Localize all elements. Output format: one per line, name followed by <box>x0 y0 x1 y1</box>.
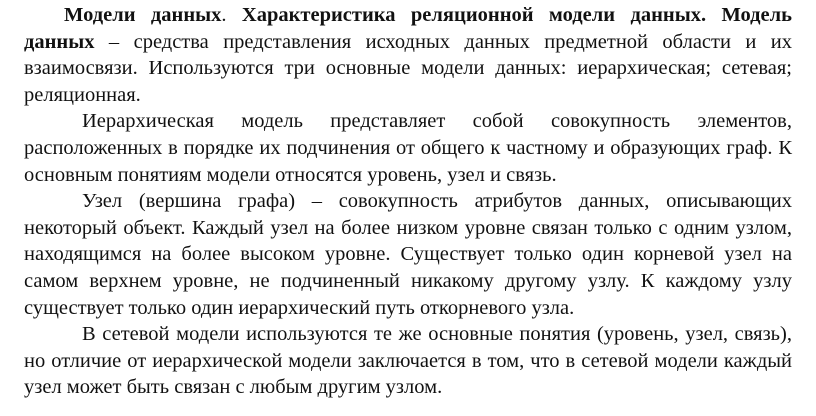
network-model-paragraph: В сетевой модели используются те же основные понятия (уровень, узел, связь), но отличие от иерархической модели заключается в том, что в сетевой модели каждый узел может быть связан с любым другим узлом. <box>24 323 792 399</box>
intro-text: – средства представления исходных данных предметной области и их взаимосвязи. Используются три основные модели данных: иерархическая; сетевая; реляционная. <box>24 30 792 106</box>
heading-title: Модели данных <box>64 4 222 26</box>
node-definition-paragraph: Узел (вершина графа) – совокупность атрибутов данных, описывающих некоторый объект. Каждый узел на более низком уровне связан только с одним узлом, находящимся на более высоком уровне. Существует только один корневой узел на самом верхнем уровне, не подчиненный никакому другому узлу. К каждому узлу существует только один иерархический путь откорневого узла. <box>24 190 792 319</box>
intro-paragraph <box>24 2 792 108</box>
document-page <box>0 2 816 416</box>
heading-separator: . <box>221 4 242 26</box>
hierarchical-model-paragraph: Иерархическая модель представляет собой совокупность элементов, расположенных в порядке их подчинения от общего к частному и образующих граф. К основным понятиям модели относятся уровень, узел и связь. <box>24 110 792 186</box>
heading-subtitle: Характеристика реляционной модели данных. Модель данных <box>24 4 792 53</box>
